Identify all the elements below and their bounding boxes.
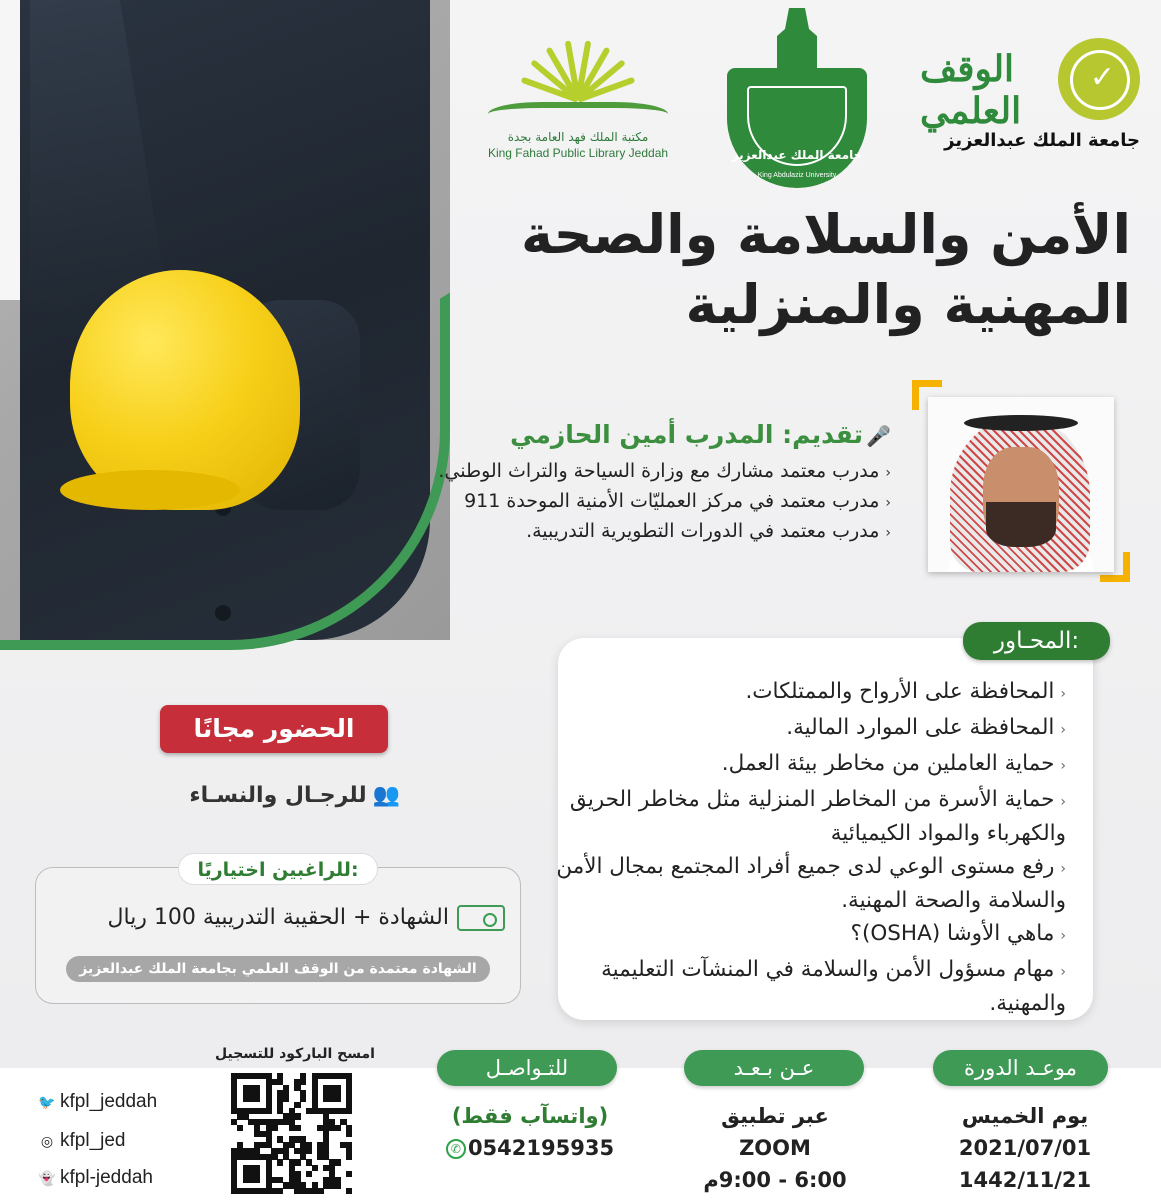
chevron-left-icon: ‹ [885, 465, 891, 481]
chevron-left-icon: ‹ [1060, 964, 1066, 980]
instagram-handle-row [38, 1130, 218, 1152]
shield-icon [727, 68, 867, 188]
presenter-name: تقديم: المدرب أمين الحازمي [510, 420, 863, 449]
waqf-logo [920, 38, 1140, 158]
topic-item: ‹حماية العاملين من مخاطر بيئة العمل. [721, 751, 1066, 776]
photo-button [215, 605, 231, 621]
qr-module [317, 1188, 323, 1194]
topic-item: ‹المحافظة على الموارد المالية. [786, 715, 1066, 740]
contact-label: للتـواصـل [437, 1050, 617, 1086]
twitter-handle[interactable]: kfpl_jeddah [60, 1091, 158, 1112]
remote-via: عبر تطبيق [721, 1104, 829, 1128]
remote-time: 6:00 - 9:00م [703, 1168, 847, 1192]
qr-module [300, 1079, 306, 1085]
twitter-handle-row [38, 1091, 218, 1113]
topic-item: ‹رفع مستوى الوعي لدى جميع أفراد المجتمع بمجال الأمن والسلامة والصحة المهنية. [556, 854, 1066, 913]
topics-list [546, 676, 1066, 1021]
sun-rays-icon [493, 30, 663, 100]
chevron-left-icon: ‹ [1060, 861, 1066, 877]
waqf-title: الوقف العلمي [920, 48, 1022, 132]
qr-module [335, 1182, 341, 1188]
qr-module [277, 1188, 283, 1194]
free-attendance-badge: الحضور مجانًا [160, 705, 388, 753]
qr-label: امسح الباركود للتسجيل [215, 1046, 375, 1062]
presenter-photo [928, 397, 1114, 572]
chevron-left-icon: ‹ [1060, 686, 1066, 702]
qr-module [346, 1108, 352, 1114]
qr-module [237, 1125, 243, 1131]
optional-label: للراغبين اختياريًا: [178, 853, 378, 885]
optional-box [35, 867, 521, 1004]
waqf-subtitle: جامعة الملك عبدالعزيز [944, 130, 1140, 151]
contact-info [430, 1100, 630, 1164]
instagram-handle[interactable]: kfpl_jed [60, 1130, 126, 1151]
leaf-icon: ✓ [1089, 60, 1115, 95]
qr-module [277, 1159, 283, 1165]
qr-module [254, 1177, 260, 1183]
qr-module [335, 1159, 341, 1165]
qr-module [346, 1171, 352, 1177]
chevron-left-icon: ‹ [1060, 794, 1066, 810]
qr-module [306, 1171, 312, 1177]
contact-phone[interactable]: 0542195935 [467, 1136, 615, 1160]
schedule-date-gregorian: 2021/07/01 [958, 1136, 1092, 1160]
chevron-left-icon: ‹ [1060, 928, 1066, 944]
hard-hat-rim [60, 470, 240, 510]
qr-module [294, 1113, 300, 1119]
schedule-day: يوم الخميس [961, 1104, 1089, 1128]
audience [160, 783, 400, 815]
twitter-icon: 🐦 [38, 1094, 56, 1110]
remote-label: عـن بـعـد [684, 1050, 864, 1086]
qr-module [266, 1108, 272, 1114]
schedule-date-hijri: 1442/11/21 [958, 1168, 1092, 1192]
microphone-icon: 🎤 [866, 424, 891, 448]
topics-label: المحـاور: [963, 622, 1110, 660]
optional-offer [50, 905, 505, 931]
library-name-en: King Fahad Public Library Jeddah [487, 146, 669, 160]
kau-name-en: King Abdulaziz University [757, 172, 837, 179]
topic-item: ‹مهام مسؤول الأمن والسلامة في المنشآت التعليمية والمهنية. [601, 957, 1066, 1016]
course-title-line1: الأمن والسلامة والصحة [520, 203, 1131, 266]
presenter-name-row [331, 420, 891, 449]
optional-offer-text: الشهادة + الحقيبة التدريبية 100 ريال [107, 905, 449, 930]
certificate-note: الشهادة معتمدة من الوقف العلمي بجامعة الملك عبدالعزيز [66, 956, 490, 982]
topic-item: ‹المحافظة على الأرواح والممتلكات. [745, 679, 1066, 704]
chevron-left-icon: ‹ [885, 495, 891, 511]
qr-module [346, 1188, 352, 1194]
contact-note: (واتسآب فقط) [451, 1104, 609, 1128]
qr-module [294, 1125, 300, 1131]
topic-item: ‹حماية الأسرة من المخاطر المنزلية مثل مخاطر الحريق والكهرباء والمواد الكيميائية [569, 787, 1066, 846]
presenter-bullet: ‹مدرب معتمد في الدورات التطويرية التدريبية. [526, 520, 891, 542]
schedule-info [925, 1100, 1125, 1196]
chevron-left-icon: ‹ [1060, 758, 1066, 774]
course-title [451, 200, 1131, 340]
library-logo [478, 30, 678, 170]
kau-logo [722, 8, 872, 188]
remote-app: ZOOM [739, 1136, 811, 1160]
qr-module [254, 1096, 260, 1102]
instagram-icon: ◎ [40, 1133, 54, 1149]
snapchat-icon: 👻 [38, 1170, 56, 1186]
presenter-section [331, 420, 891, 547]
schedule-label: موعـد الدورة [933, 1050, 1108, 1086]
certificate-icon [457, 905, 505, 931]
qr-module [300, 1096, 306, 1102]
open-book-icon [488, 102, 668, 124]
qr-module [335, 1125, 341, 1131]
people-icon: 👥 [372, 783, 400, 808]
course-title-line2: المهنية والمنزلية [685, 273, 1131, 336]
snapchat-handle[interactable]: kfpl-jeddah [60, 1167, 153, 1188]
presenter-bullet: ‹مدرب معتمد مشارك مع وزارة السياحة والتراث الوطني. [438, 460, 891, 482]
qr-module [271, 1125, 277, 1131]
topic-item: ‹ماهي الأوشا (OSHA)؟ [850, 921, 1066, 946]
qr-module [335, 1096, 341, 1102]
qr-module [283, 1096, 289, 1102]
library-name-ar: مكتبة الملك فهد العامة بجدة [507, 130, 649, 144]
qr-module [306, 1148, 312, 1154]
chevron-left-icon: ‹ [885, 525, 891, 541]
snapchat-handle-row [38, 1167, 218, 1189]
remote-info [690, 1100, 860, 1196]
presenter-bullet: ‹مدرب معتمد في مركز العمليّات الأمنية الموحدة 911 [464, 490, 891, 512]
qr-module [346, 1131, 352, 1137]
qr-module [294, 1102, 300, 1108]
kau-name-ar: جامعة الملك عبدالعزيز [731, 148, 863, 162]
qr-module [312, 1165, 318, 1171]
qr-module [346, 1154, 352, 1160]
qr-module [294, 1159, 300, 1165]
whatsapp-icon: ✆ [446, 1139, 466, 1159]
registration-qr-code[interactable] [231, 1073, 352, 1194]
contact-phone-row [430, 1132, 630, 1164]
audience-text: للرجـال والنسـاء [189, 783, 367, 808]
chevron-left-icon: ‹ [1060, 722, 1066, 738]
